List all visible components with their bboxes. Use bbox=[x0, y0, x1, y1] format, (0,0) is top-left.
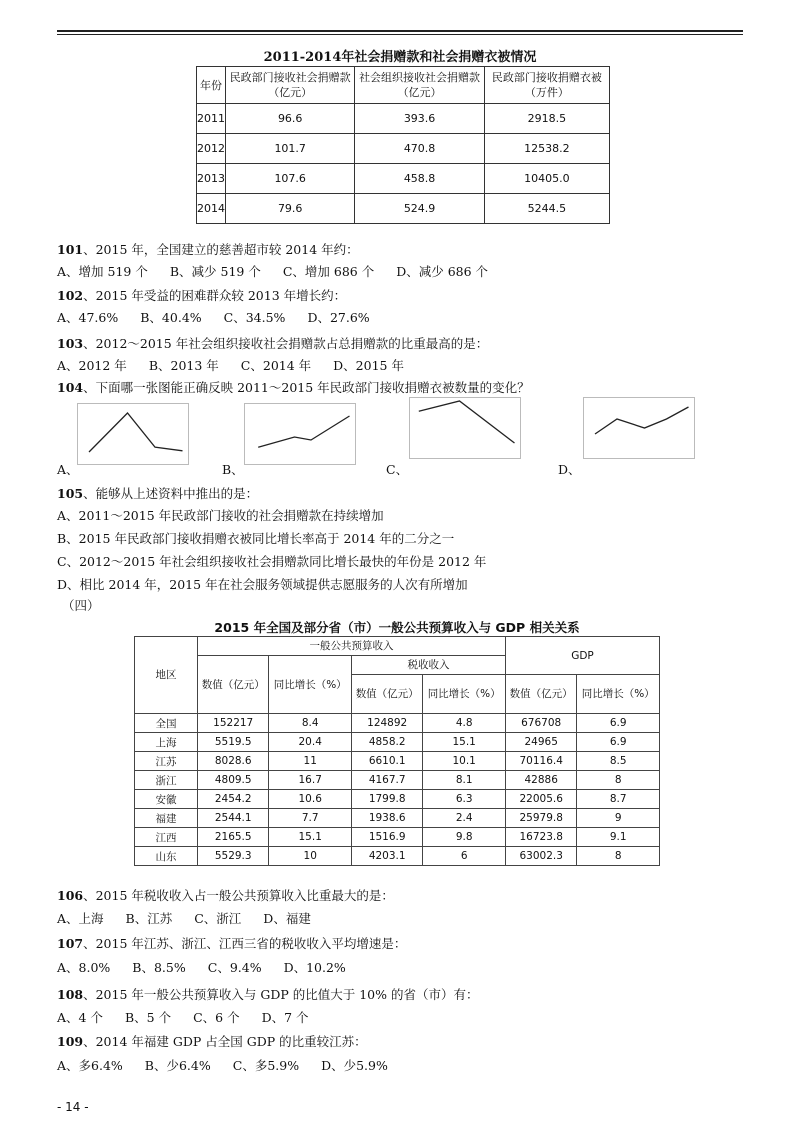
option-d[interactable]: D、10.2% bbox=[283, 960, 346, 975]
table-cell: 2454.2 bbox=[198, 790, 269, 809]
options-101 bbox=[57, 262, 510, 280]
mini-label-a[interactable]: A、 bbox=[57, 462, 79, 477]
table-row bbox=[197, 164, 610, 194]
table-cell: 8.7 bbox=[577, 790, 660, 809]
header-org-money: 社会组织接收社会捐赠款（亿元） bbox=[355, 67, 484, 104]
option-c[interactable]: C、9.4% bbox=[207, 960, 262, 975]
option-b[interactable]: B、5 个 bbox=[124, 1010, 172, 1025]
table-cell: 2012 bbox=[197, 134, 226, 164]
question-104: 104、下面哪一张图能正确反映 2011～2015 年民政部门接收捐赠衣被数量的变化？ bbox=[57, 380, 530, 395]
table-cell: 11 bbox=[269, 752, 352, 771]
table-cell: 124892 bbox=[351, 714, 422, 733]
table-cell: 1799.8 bbox=[351, 790, 422, 809]
table-row bbox=[135, 828, 660, 847]
header-tax-growth: 同比增长（%） bbox=[423, 675, 506, 714]
option-c[interactable]: C、2012～2015 年社会组织接收社会捐赠款同比增长最快的年份是 2012 年 bbox=[57, 554, 487, 569]
table-cell: 8 bbox=[577, 847, 660, 866]
option-d[interactable]: D、7 个 bbox=[261, 1010, 309, 1025]
table-cell: 676708 bbox=[505, 714, 576, 733]
donation-table bbox=[196, 66, 610, 224]
table-cell: 8.5 bbox=[577, 752, 660, 771]
option-a[interactable]: A、2011～2015 年民政部门接收的社会捐赠款在持续增加 bbox=[57, 508, 384, 523]
option-a[interactable]: A、增加 519 个 bbox=[57, 264, 148, 279]
table-cell: 1938.6 bbox=[351, 809, 422, 828]
table-row bbox=[135, 752, 660, 771]
table-cell: 2544.1 bbox=[198, 809, 269, 828]
question-108: 108、2015 年一般公共预算收入与 GDP 的比值大于 10% 的省（市）有： bbox=[57, 987, 479, 1002]
mini-chart-d[interactable] bbox=[583, 397, 695, 459]
table-cell: 2014 bbox=[197, 194, 226, 224]
table-cell: 10.1 bbox=[423, 752, 506, 771]
question-106: 106、2015 年税收收入占一般公共预算收入比重最大的是： bbox=[57, 888, 394, 903]
option-a[interactable]: A、4 个 bbox=[57, 1010, 103, 1025]
header-budget-value: 数值（亿元） bbox=[198, 656, 269, 714]
table-cell: 152217 bbox=[198, 714, 269, 733]
question-102: 102、2015 年受益的困难群众较 2013 年增长约： bbox=[57, 288, 347, 303]
top-rule-thin bbox=[57, 34, 743, 35]
table-cell: 10405.0 bbox=[484, 164, 609, 194]
options-106 bbox=[57, 909, 333, 927]
option-b[interactable]: B、减少 519 个 bbox=[169, 264, 261, 279]
option-d[interactable]: D、2015 年 bbox=[333, 358, 404, 373]
table-cell: 4.8 bbox=[423, 714, 506, 733]
table-cell: 6 bbox=[423, 847, 506, 866]
table-cell: 4858.2 bbox=[351, 733, 422, 752]
option-a[interactable]: A、8.0% bbox=[57, 960, 111, 975]
table1-body bbox=[197, 104, 610, 224]
table-row bbox=[135, 771, 660, 790]
table-cell: 6.9 bbox=[577, 733, 660, 752]
option-d[interactable]: D、福建 bbox=[263, 911, 311, 926]
table-cell: 25979.8 bbox=[505, 809, 576, 828]
table-cell: 12538.2 bbox=[484, 134, 609, 164]
mini-chart-b[interactable] bbox=[244, 403, 356, 465]
table-row bbox=[197, 134, 610, 164]
option-c[interactable]: C、增加 686 个 bbox=[282, 264, 375, 279]
option-c[interactable]: C、2014 年 bbox=[240, 358, 312, 373]
trend-line bbox=[89, 413, 183, 452]
table2-body bbox=[135, 714, 660, 866]
table-cell: 2011 bbox=[197, 104, 226, 134]
trend-line bbox=[258, 416, 349, 447]
mini-label-b[interactable]: B、 bbox=[222, 462, 244, 477]
question-109: 109、2014 年福建 GDP 占全国 GDP 的比重较江苏： bbox=[57, 1034, 367, 1049]
question-107: 107、2015 年江苏、浙江、江西三省的税收收入平均增速是： bbox=[57, 936, 407, 951]
trend-line bbox=[419, 401, 515, 443]
table-cell: 2013 bbox=[197, 164, 226, 194]
table-cell: 5519.5 bbox=[198, 733, 269, 752]
mini-label-d[interactable]: D、 bbox=[558, 462, 581, 477]
table-cell: 42886 bbox=[505, 771, 576, 790]
option-b[interactable]: B、8.5% bbox=[132, 960, 186, 975]
table-cell: 8.4 bbox=[269, 714, 352, 733]
table2-title: 2015 年全国及部分省（市）一般公共预算收入与 GDP 相关关系 bbox=[214, 620, 580, 635]
table-cell: 9.8 bbox=[423, 828, 506, 847]
option-b[interactable]: B、2015 年民政部门接收捐赠衣被同比增长率高于 2014 年的二分之一 bbox=[57, 531, 455, 546]
header-budget-growth: 同比增长（%） bbox=[269, 656, 352, 714]
table-cell: 8028.6 bbox=[198, 752, 269, 771]
header-budget: 一般公共预算收入 bbox=[198, 637, 506, 656]
table-cell: 全国 bbox=[135, 714, 198, 733]
table-cell: 16723.8 bbox=[505, 828, 576, 847]
table-cell: 6.9 bbox=[577, 714, 660, 733]
option-a[interactable]: A、多6.4% bbox=[57, 1058, 123, 1073]
table-cell: 458.8 bbox=[355, 164, 484, 194]
table-cell: 安徽 bbox=[135, 790, 198, 809]
table-cell: 4809.5 bbox=[198, 771, 269, 790]
option-b[interactable]: B、少6.4% bbox=[144, 1058, 211, 1073]
table-row bbox=[135, 790, 660, 809]
mini-chart-a[interactable] bbox=[77, 403, 189, 465]
option-c[interactable]: C、34.5% bbox=[223, 310, 286, 325]
table-row bbox=[197, 194, 610, 224]
table-cell: 6.3 bbox=[423, 790, 506, 809]
table-cell: 15.1 bbox=[269, 828, 352, 847]
option-b[interactable]: B、40.4% bbox=[140, 310, 202, 325]
options-102 bbox=[57, 308, 392, 326]
header-civil-clothes: 民政部门接收捐赠衣被（万件） bbox=[484, 67, 609, 104]
option-c[interactable]: C、浙江 bbox=[194, 911, 242, 926]
gdp-table bbox=[134, 636, 660, 866]
table-cell: 524.9 bbox=[355, 194, 484, 224]
table-cell: 浙江 bbox=[135, 771, 198, 790]
header-civil-money: 民政部门接收社会捐赠款（亿元） bbox=[226, 67, 355, 104]
top-rule bbox=[57, 30, 743, 32]
table-cell: 470.8 bbox=[355, 134, 484, 164]
table-cell: 15.1 bbox=[423, 733, 506, 752]
option-b[interactable]: B、2013 年 bbox=[148, 358, 219, 373]
table-cell: 16.7 bbox=[269, 771, 352, 790]
table-cell: 79.6 bbox=[226, 194, 355, 224]
table-cell: 4167.7 bbox=[351, 771, 422, 790]
options-107 bbox=[57, 958, 368, 976]
table-cell: 2.4 bbox=[423, 809, 506, 828]
table-cell: 福建 bbox=[135, 809, 198, 828]
table-cell: 24965 bbox=[505, 733, 576, 752]
table1-title: 2011-2014年社会捐赠款和社会捐赠衣被情况 bbox=[263, 50, 537, 65]
option-a[interactable]: A、2012 年 bbox=[57, 358, 127, 373]
header-tax-value: 数值（亿元） bbox=[351, 675, 422, 714]
options-109 bbox=[57, 1056, 410, 1074]
header-gdp: GDP bbox=[505, 637, 659, 675]
mini-chart-c[interactable] bbox=[409, 397, 521, 459]
header-tax: 税收收入 bbox=[351, 656, 505, 675]
option-d[interactable]: D、相比 2014 年，2015 年在社会服务领域提供志愿服务的人次有所增加 bbox=[57, 577, 468, 592]
header-gdp-value: 数值（亿元） bbox=[505, 675, 576, 714]
table-cell: 393.6 bbox=[355, 104, 484, 134]
table-row bbox=[197, 104, 610, 134]
table-cell: 9 bbox=[577, 809, 660, 828]
table-cell: 8.1 bbox=[423, 771, 506, 790]
table-cell: 63002.3 bbox=[505, 847, 576, 866]
table-cell: 7.7 bbox=[269, 809, 352, 828]
table-row bbox=[135, 714, 660, 733]
option-d[interactable]: D、少5.9% bbox=[321, 1058, 388, 1073]
table-cell: 上海 bbox=[135, 733, 198, 752]
option-d[interactable]: D、减少 686 个 bbox=[396, 264, 489, 279]
table-cell: 1516.9 bbox=[351, 828, 422, 847]
table-cell: 70116.4 bbox=[505, 752, 576, 771]
table-row bbox=[135, 733, 660, 752]
table-cell: 江苏 bbox=[135, 752, 198, 771]
table-cell: 107.6 bbox=[226, 164, 355, 194]
table-cell: 8 bbox=[577, 771, 660, 790]
option-c[interactable]: C、6 个 bbox=[193, 1010, 240, 1025]
table-cell: 9.1 bbox=[577, 828, 660, 847]
option-b[interactable]: B、江苏 bbox=[125, 911, 173, 926]
table-cell: 10.6 bbox=[269, 790, 352, 809]
table-cell: 6610.1 bbox=[351, 752, 422, 771]
options-103 bbox=[57, 356, 426, 374]
header-gdp-growth: 同比增长（%） bbox=[577, 675, 660, 714]
table-cell: 96.6 bbox=[226, 104, 355, 134]
table-cell: 20.4 bbox=[269, 733, 352, 752]
table-cell: 22005.6 bbox=[505, 790, 576, 809]
table-cell: 4203.1 bbox=[351, 847, 422, 866]
section-label: （四） bbox=[62, 598, 100, 613]
header-year: 年份 bbox=[197, 67, 226, 104]
table-row bbox=[135, 847, 660, 866]
table-cell: 江西 bbox=[135, 828, 198, 847]
table-row bbox=[135, 809, 660, 828]
options-108 bbox=[57, 1008, 331, 1026]
option-a[interactable]: A、47.6% bbox=[57, 310, 119, 325]
mini-label-c[interactable]: C、 bbox=[386, 462, 409, 477]
option-c[interactable]: C、多5.9% bbox=[232, 1058, 300, 1073]
option-a[interactable]: A、上海 bbox=[57, 911, 104, 926]
table-cell: 2165.5 bbox=[198, 828, 269, 847]
table-cell: 5529.3 bbox=[198, 847, 269, 866]
table-cell: 5244.5 bbox=[484, 194, 609, 224]
trend-line bbox=[595, 407, 689, 434]
question-103: 103、2012～2015 年社会组织接收社会捐赠款占总捐赠款的比重最高的是： bbox=[57, 336, 489, 351]
header-region: 地区 bbox=[135, 637, 198, 714]
question-101: 101、2015 年，全国建立的慈善超市较 2014 年约： bbox=[57, 242, 359, 257]
table-cell: 10 bbox=[269, 847, 352, 866]
option-d[interactable]: D、27.6% bbox=[307, 310, 370, 325]
question-105: 105、能够从上述资料中推出的是： bbox=[57, 486, 259, 501]
table-cell: 101.7 bbox=[226, 134, 355, 164]
table-cell: 山东 bbox=[135, 847, 198, 866]
page-number: - 14 - bbox=[57, 1100, 89, 1114]
table-cell: 2918.5 bbox=[484, 104, 609, 134]
